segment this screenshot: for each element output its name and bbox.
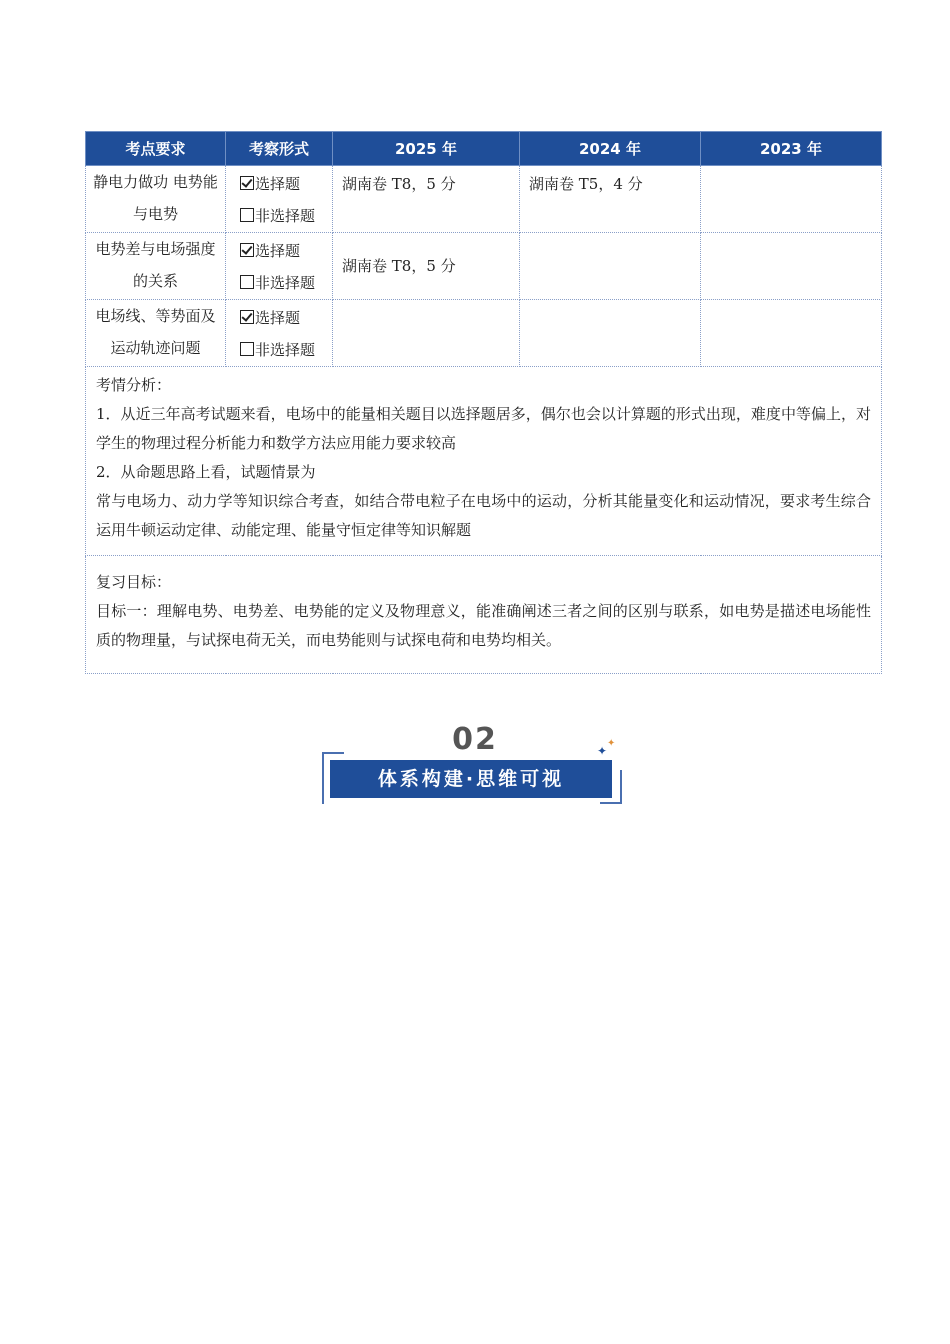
checked-box-icon xyxy=(240,310,254,324)
analysis-paragraph-3: 常与电场力、动力学等知识综合考查，如结合带电粒子在电场中的运动，分析其能量变化和运动情况，要求考生综合运用牛顿运动定律、动能定理、能量守恒定律等知识解题 xyxy=(96,492,871,539)
cell-2023 xyxy=(701,233,882,300)
cell-2024 xyxy=(520,300,701,367)
exam-overview-table xyxy=(85,131,882,674)
header-form: 考察形式 xyxy=(226,132,333,166)
option-non-choice: 非选择题 xyxy=(240,334,332,366)
cell-2023 xyxy=(701,300,882,367)
table-row xyxy=(86,233,882,300)
analysis-cell xyxy=(86,367,882,556)
topic-cell: 电场线、等势面及运动轨迹问题 xyxy=(86,300,226,367)
topic-cell: 静电力做功 电势能与电势 xyxy=(86,166,226,233)
header-2025: 2025 年 xyxy=(333,132,520,166)
section-title-badge: 体系构建·思维可视 xyxy=(330,760,612,798)
form-cell xyxy=(226,233,333,300)
checked-box-icon xyxy=(240,176,254,190)
option-choice: 选择题 xyxy=(240,235,332,267)
sparkle-icon: ✦ xyxy=(597,744,608,758)
form-cell xyxy=(226,166,333,233)
goals-title: 复习目标： xyxy=(96,573,172,591)
topic-cell: 电势差与电场强度的关系 xyxy=(86,233,226,300)
analysis-row xyxy=(86,367,882,556)
option-non-choice: 非选择题 xyxy=(240,267,332,299)
option-non-choice: 非选择题 xyxy=(240,200,332,232)
empty-box-icon xyxy=(240,342,254,356)
analysis-paragraph-2: 2．从命题思路上看，试题情景为 xyxy=(96,463,316,481)
cell-2025: 湖南卷 T8，5 分 xyxy=(333,233,520,300)
header-2024: 2024 年 xyxy=(520,132,701,166)
table-row xyxy=(86,300,882,367)
cell-2024: 湖南卷 T5，4 分 xyxy=(520,166,701,233)
cell-2025 xyxy=(333,300,520,367)
option-choice: 选择题 xyxy=(240,168,332,200)
table-header-row xyxy=(86,132,882,166)
goal-paragraph-1: 目标一：理解电势、电势差、电势能的定义及物理意义，能准确阐述三者之间的区别与联系，如电势是描述电场能性质的物理量，与试探电荷无关，而电势能则与试探电荷和电势均相关。 xyxy=(96,602,871,649)
header-topic: 考点要求 xyxy=(86,132,226,166)
checked-box-icon xyxy=(240,243,254,257)
analysis-title: 考情分析： xyxy=(96,376,172,394)
analysis-paragraph-1: 1．从近三年高考试题来看，电场中的能量相关题目以选择题居多，偶尔也会以计算题的形式出现，难度中等偏上，对学生的物理过程分析能力和数学方法应用能力要求较高 xyxy=(96,405,871,452)
table-row xyxy=(86,166,882,233)
cell-2023 xyxy=(701,166,882,233)
goals-row xyxy=(86,556,882,674)
option-choice: 选择题 xyxy=(240,302,332,334)
cell-2024 xyxy=(520,233,701,300)
form-cell xyxy=(226,300,333,367)
empty-box-icon xyxy=(240,275,254,289)
goals-cell xyxy=(86,556,882,674)
header-2023: 2023 年 xyxy=(701,132,882,166)
section-number: 02 xyxy=(452,722,498,757)
sparkle-icon: ✦ xyxy=(607,738,616,749)
cell-2025: 湖南卷 T8，5 分 xyxy=(333,166,520,233)
empty-box-icon xyxy=(240,208,254,222)
